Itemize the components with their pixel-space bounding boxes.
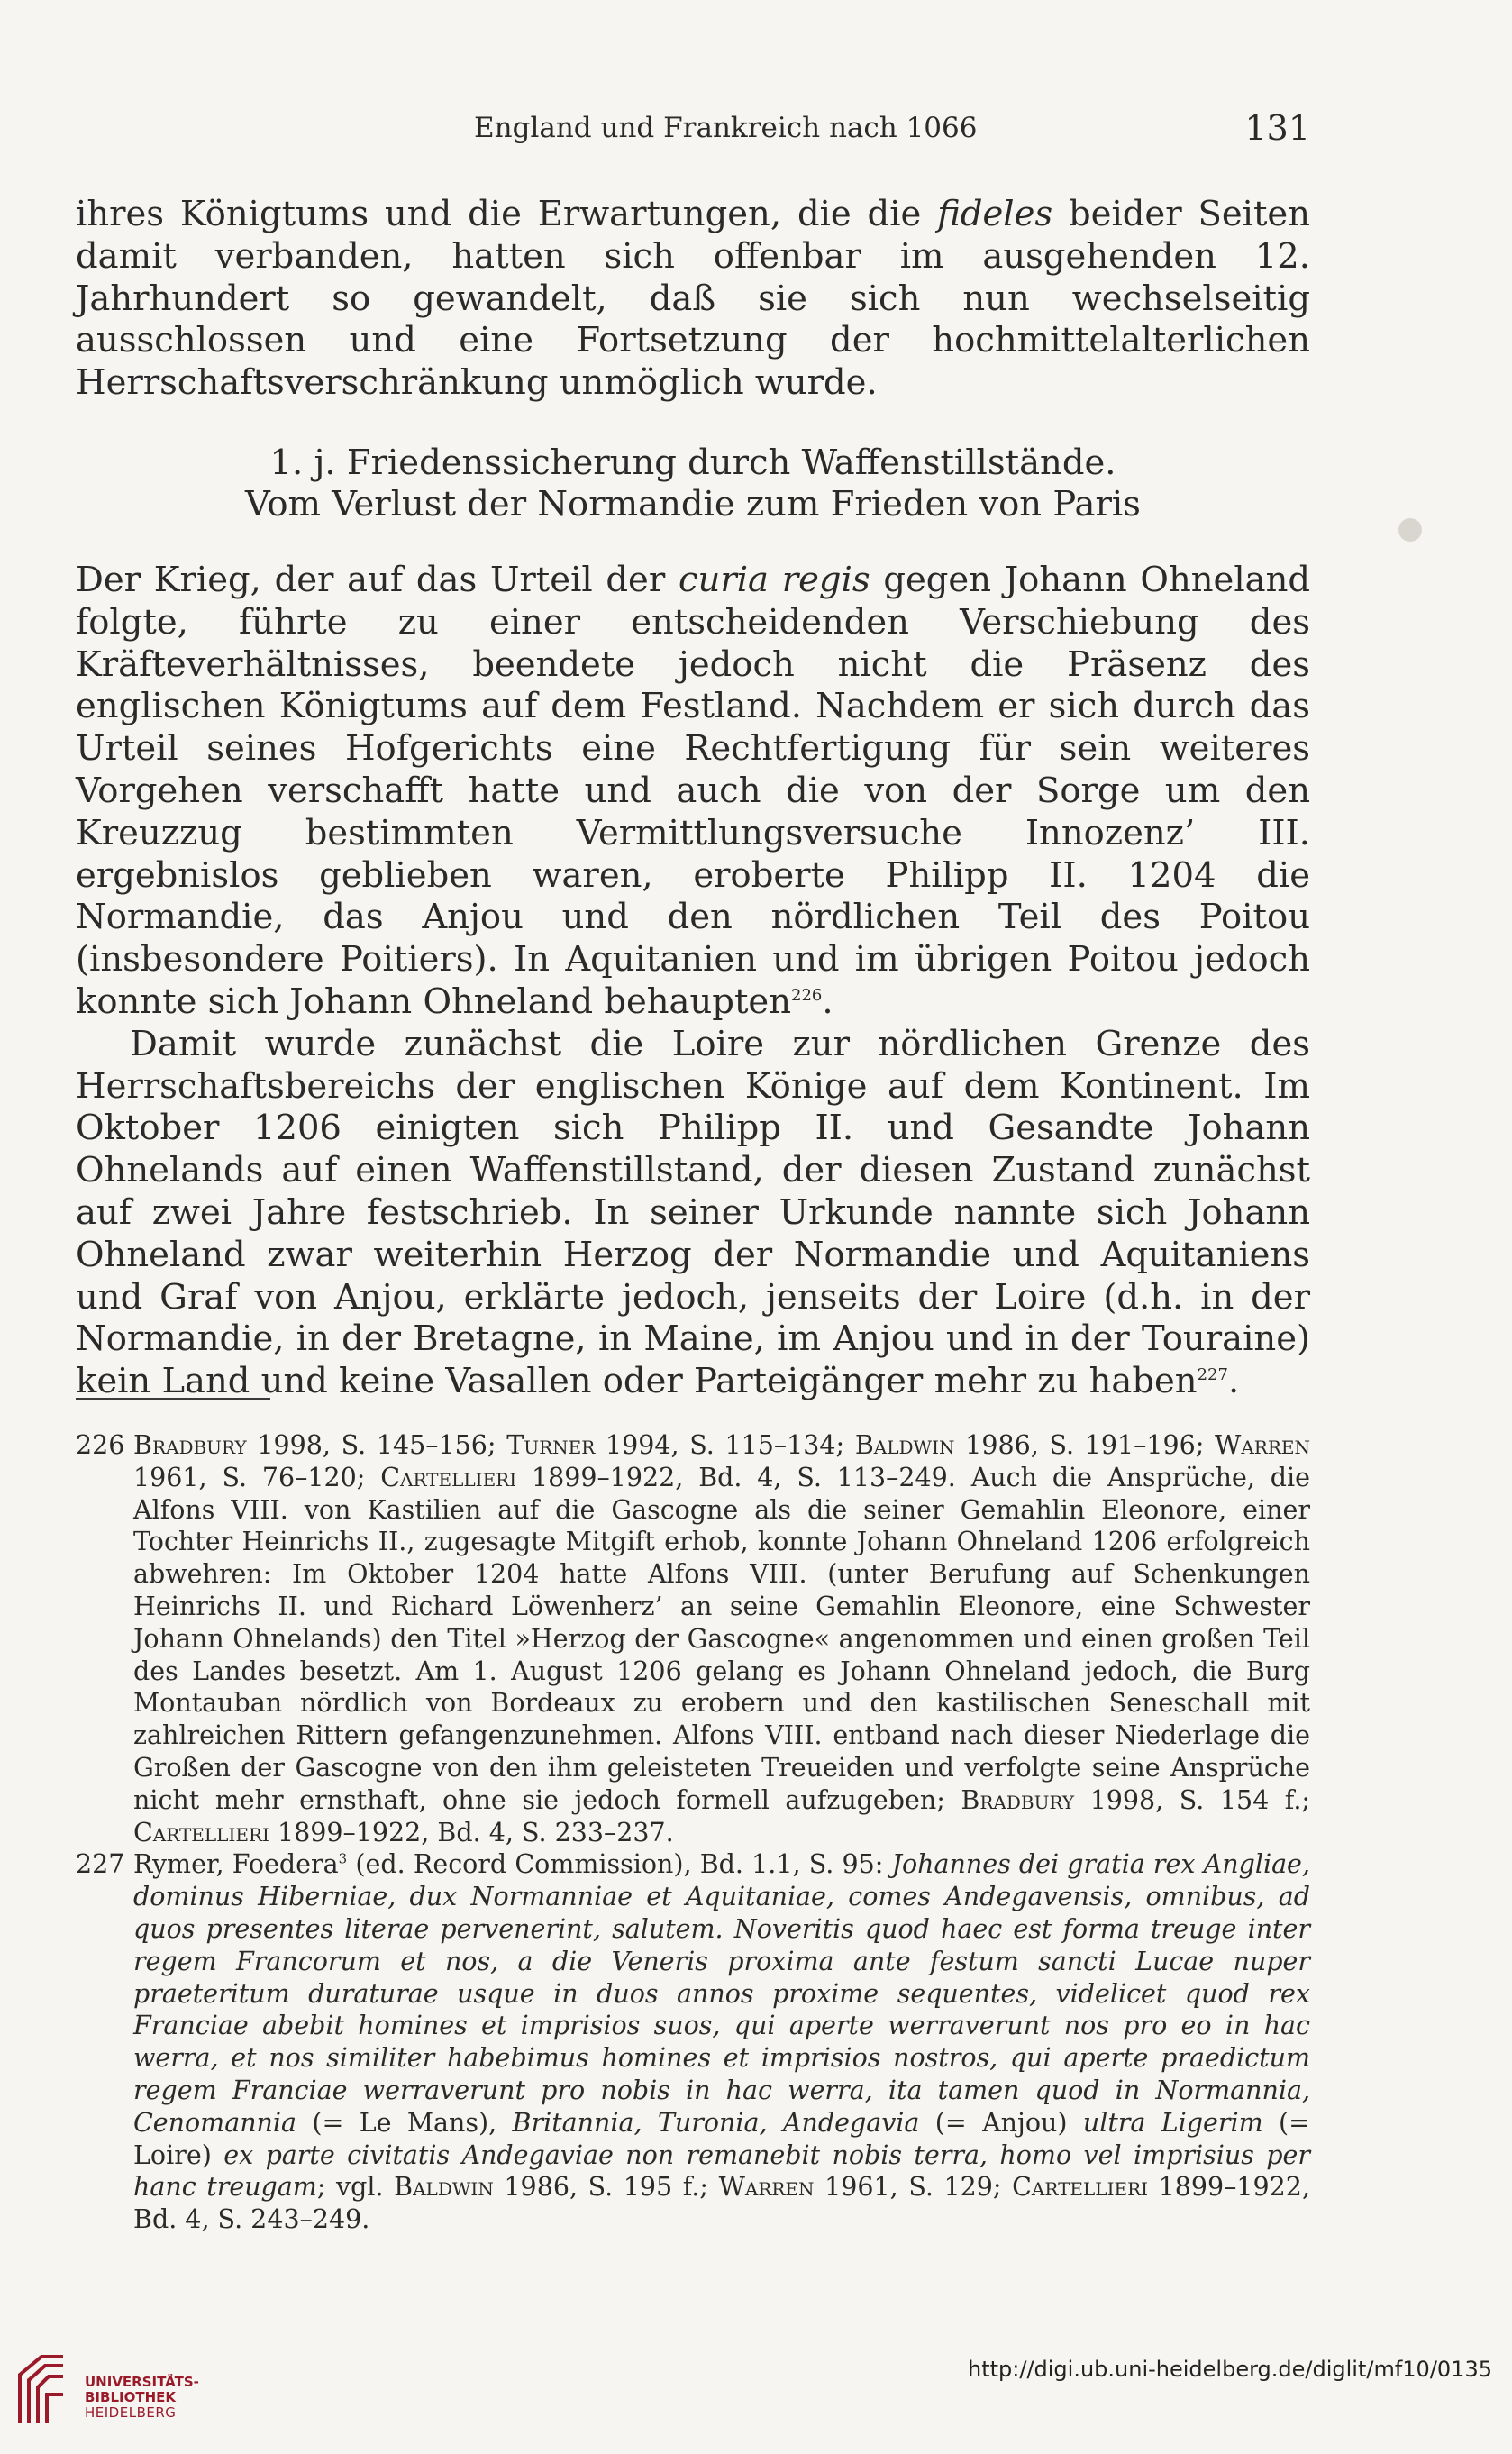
- page-number: 131: [1244, 108, 1310, 148]
- text-run: 1899–1922, Bd. 4, S. 243–249.: [133, 2172, 1311, 2235]
- author-name: Cartellieri: [380, 1462, 517, 1492]
- edition-superscript: 3: [338, 1850, 348, 1867]
- section-heading: [76, 442, 1310, 525]
- text-run: (ed. Record Commission), Bd. 1.1, S. 95:: [347, 1849, 892, 1880]
- footnote-number: 227: [76, 1849, 125, 1880]
- text-run: ; vgl.: [316, 2172, 395, 2203]
- author-name: Turner: [506, 1430, 596, 1460]
- author-name: Bradbury: [961, 1784, 1075, 1815]
- text-run: beider Seiten damit verbanden, hatten sich offenbar im ausgehenden 12. Jahrhundert so gewandelt, daß sie sich nun wechselseitig ausschlossen und eine Fortsetzung der hochmittelalterlichen Herrschaftsverschränkung unmöglich wurde.: [76, 194, 1311, 404]
- footnote-separator: [76, 1398, 270, 1400]
- logo-line-2: BIBLIOTHEK: [85, 2389, 176, 2405]
- paper-blemish: [1398, 518, 1422, 542]
- logo-line-1: UNIVERSITÄTS-: [85, 2374, 199, 2390]
- latin-quote: ultra Ligerim: [1082, 2107, 1263, 2138]
- text-run: (= Anjou): [919, 2107, 1083, 2138]
- paragraph-2: [76, 560, 1310, 1024]
- latin-quote: Johannes dei gratia rex Angliae, dominus Hiberniae, dux Normanniae et Aquitaniae, comes Andegavensis, omnibus, ad quos presentes literae pervenerint, salutem. Noveritis quod haec est forma treuge inter regem Francorum et nos, a die Veneris proxima ante festum sancti Lucae nuper praeteritum duraturae usque in duos annos proxime sequentes, videlicet quod rex Franciae abebit homines et imprisios suos, qui aperte werraverunt nos pro eo in hac werra, et nos similiter habebimus homines et imprisios nostros, qui aperte praedictum regem Franciae werraverunt pro nobis in hac werra, ita tamen quod in Normannia, Cenomannia: [133, 1849, 1310, 2138]
- paragraph-3: [76, 1024, 1310, 1403]
- text-run: gegen Johann Ohneland folgte, führte zu einer entscheidenden Verschiebung des Kräfteverhältnisses, beendete jedoch nicht die Präsenz des englischen Königtums auf dem Festland. Nachdem er sich durch das Urteil seines Hofgerichts eine Rechtfertigung für sein weiteres Vorgehen verschafft hatte und auch die von der Sorge um den Kreuzzug bestimmten Vermittlungsversuche Innozenz’ III. ergebnislos geblieben waren, eroberte Philipp II. 1204 die Normandie, das Anjou und den nördlichen Teil des Poitou (insbesondere Poitiers). In Aquitanien und im übrigen Poitou jedoch konnte sich Johann Ohneland behaupten: [76, 559, 1311, 1022]
- footnote-227: [76, 1848, 1310, 2236]
- source-url[interactable]: http://digi.ub.uni-heidelberg.de/diglit/mf10/0135: [968, 2357, 1492, 2382]
- logo-line-3: HEIDELBERG: [85, 2404, 177, 2421]
- paragraph-1: [76, 194, 1310, 405]
- italic-term: fideles: [937, 194, 1053, 234]
- text-run: (= Loire): [133, 2107, 1311, 2170]
- text-run: 1961, S. 76–120;: [133, 1462, 381, 1492]
- author-name: Cartellieri: [1012, 2172, 1149, 2203]
- section-heading-line-1: 1. j. Friedenssicherung durch Waffenstillstände.: [269, 442, 1116, 483]
- text-run: Der Krieg, der auf das Urteil der: [76, 559, 679, 600]
- running-head-title: England und Frankreich nach 1066: [474, 112, 978, 144]
- footnotes: [76, 1429, 1310, 2236]
- author-name: Bradbury: [133, 1430, 247, 1460]
- latin-quote: ex parte civitatis Andegaviae non remanebit nobis terra, homo vel imprisius per hanc treugam: [133, 2139, 1310, 2203]
- body-text: [76, 194, 1310, 1403]
- latin-quote: Britannia, Turonia, Andegavia: [512, 2107, 920, 2138]
- library-logo-icon: [14, 2348, 68, 2429]
- text-run: .: [1227, 1361, 1240, 1402]
- text-run: 1986, S. 191–196;: [954, 1430, 1216, 1460]
- text-run: (= Le Mans),: [296, 2107, 513, 2138]
- library-logo[interactable]: [14, 2340, 222, 2440]
- text-run: 1986, S. 195 f.;: [493, 2172, 719, 2203]
- italic-term: curia regis: [678, 559, 870, 600]
- author-name: Baldwin: [854, 1430, 955, 1460]
- author-name: Warren: [718, 2172, 815, 2203]
- text-run: ihres Königtums und die Erwartungen, die die: [76, 194, 938, 234]
- text-run: 1994, S. 115–134;: [595, 1430, 855, 1460]
- text-run: .: [822, 981, 833, 1022]
- text-run: Damit wurde zunächst die Loire zur nördlichen Grenze des Herrschaftsbereichs der englischen Könige auf dem Kontinent. Im Oktober 1206 einigten sich Philipp II. und Gesandte Johann Ohnelands auf einen Waffenstillstand, der diesen Zustand zunächst auf zwei Jahre festschrieb. In seiner Urkunde nannte sich Johann Ohneland zwar weiterhin Herzog der Normandie und Aquitaniens und Graf von Anjou, erklärte jedoch, jenseits der Loire (d.h. in der Normandie, in der Bretagne, in Maine, im Anjou und in der Touraine) kein Land und keine Vasallen oder Parteigänger mehr zu haben: [76, 1023, 1310, 1402]
- text-run: 1899–1922, Bd. 4, S. 233–237.: [269, 1817, 674, 1847]
- section-heading-line-2: Vom Verlust der Normandie zum Frieden von Paris: [245, 483, 1141, 525]
- running-head: [76, 105, 1310, 151]
- author-name: Baldwin: [394, 2172, 494, 2203]
- text-run: 1899–1922, Bd. 4, S. 113–249. Auch die Ansprüche, die Alfons VIII. von Kastilien auf die Gascogne als die seiner Gemahlin Eleonore, einer Tochter Heinrichs II., zugesagte Mitgift erhob, konnte Johann Ohneland 1206 erfolgreich abwehren: Im Oktober 1204 hatte Alfons VIII. (unter Berufung auf Schenkungen Heinrichs II. und Richard Löwenherz’ an seine Gemahlin Eleonore, eine Schwester Johann Ohnelands) den Titel »Herzog der Gascogne« angenommen und einen großen Teil des Landes besetzt. Am 1. August 1206 gelang es Johann Ohneland jedoch, die Burg Montauban nördlich von Bordeaux zu erobern und den kastilischen Seneschall mit zahlreichen Rittern gefangenzunehmen. Alfons VIII. entband nach dieser Niederlage die Großen der Gascogne von den ihm geleisteten Treueiden und verfolgte seine Ansprüche nicht mehr ernsthaft, ohne sie jedoch formell aufzugeben;: [133, 1462, 1310, 1815]
- text-run: 1961, S. 129;: [814, 2172, 1013, 2203]
- footnote-ref-227[interactable]: 227: [1197, 1365, 1228, 1385]
- footnote-ref-226[interactable]: 226: [791, 986, 823, 1006]
- author-name: Warren: [1215, 1430, 1311, 1460]
- library-logo-text: [85, 2375, 199, 2421]
- text-run: 1998, S. 154 f.;: [1074, 1784, 1310, 1815]
- author-name: Cartellieri: [133, 1817, 269, 1847]
- footnote-226: [76, 1429, 1310, 1848]
- text-run: 1998, S. 145–156;: [246, 1430, 507, 1460]
- text-run: Rymer, Foedera: [133, 1849, 339, 1880]
- footnote-number: 226: [76, 1430, 125, 1460]
